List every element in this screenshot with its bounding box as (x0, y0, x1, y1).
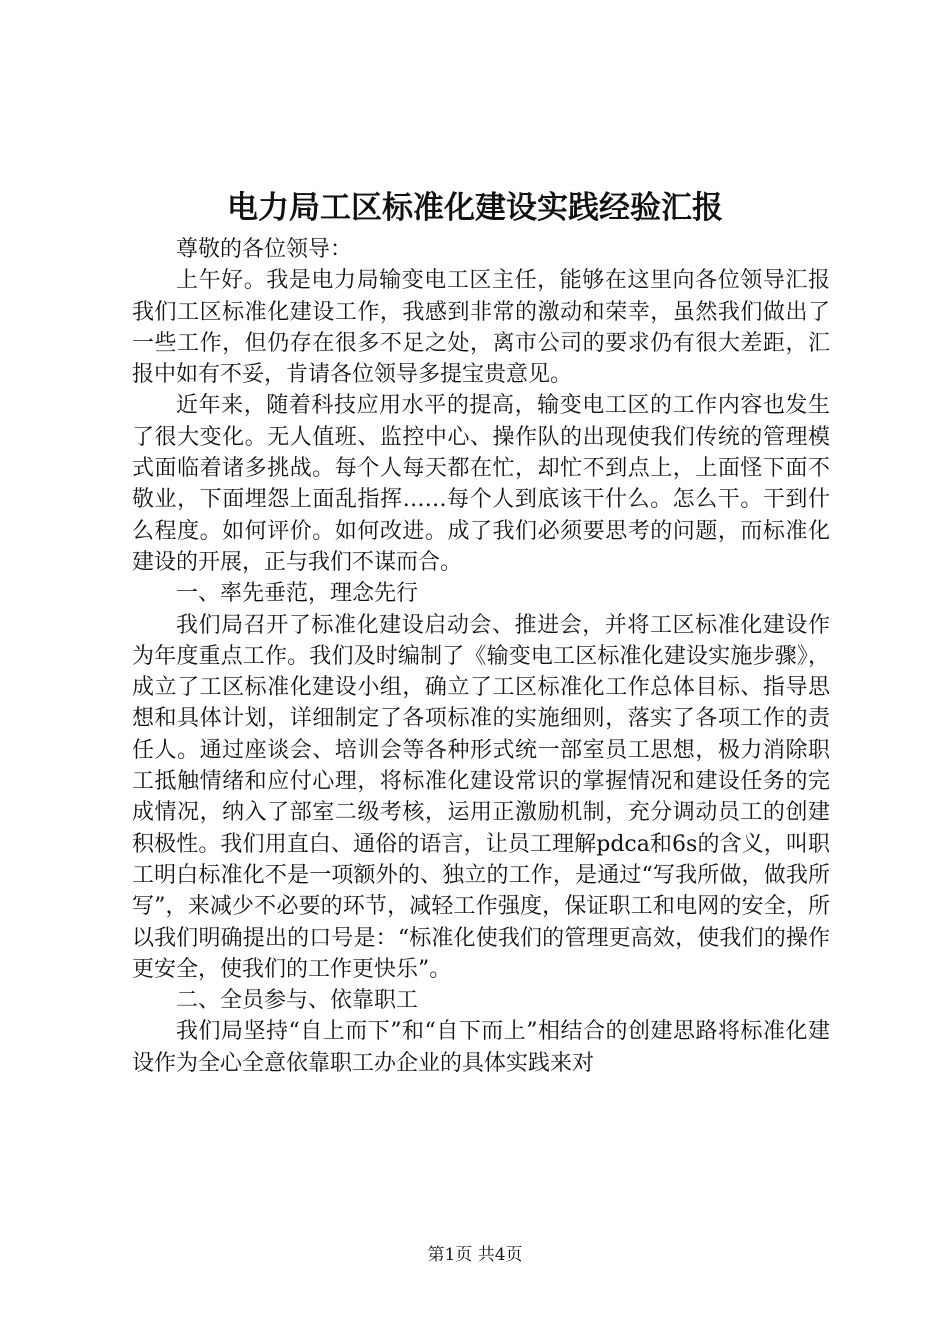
paragraph-section-1: 我们局召开了标准化建设启动会、推进会，并将工区标准化建设作为年度重点工作。我们及时编制了《输变电工区标准化建设实施步骤》，成立了工区标准化建设小组，确立了工区标准化工作总体目标、指导思想和具体计划，详细制定了各项标准的实施细则，落实了各项工作的责任人。通过座谈会、培训会等各种形式统一部室员工思想，极力消除职工抵触情绪和应付心理，将标准化建设常识的掌握情况和建设任务的完成情况，纳入了部室二级考核，运用正激励机制，充分调动员工的创建积极性。我们用直白、通俗的语言，让员工理解pdca和6s的含义，叫职工明白标准化不是一项额外的、独立的工作，是通过“写我所做，做我所写”，来减少不必要的环节，减轻工作强度，保证职工和电网的安全，所以我们明确提出的口号是：“标准化使我们的管理更高效，使我们的操作更安全，使我们的工作更快乐”。 (132, 612, 830, 982)
salutation: 尊敬的各位领导： (176, 237, 353, 262)
document-title: 电力局工区标准化建设实践经验汇报 (227, 190, 723, 226)
paragraph-background: 近年来，随着科技应用水平的提高，输变电工区的工作内容也发生了很大变化。无人值班、监控中心、操作队的出现使我们传统的管理模式面临着诸多挑战。每个人每天都在忙，却忙不到点上，上面怪下面不敬业，下面埋怨上面乱指挥……每个人到底该干什么。怎么干。干到什么程度。如何评价。如何改进。成了我们必须要思考的问题，而标准化建设的开展，正与我们不谋而合。 (132, 393, 830, 575)
section-heading-1: 一、率先垂范，理念先行 (176, 581, 419, 607)
paragraph-greeting: 上午好。我是电力局输变电工区主任，能够在这里向各位领导汇报我们工区标准化建设工作，我感到非常的激动和荣幸，虽然我们做出了一些工作，但仍存在很多不足之处，离市公司的要求仍有很大差距，汇报中如有不妥，肯请各位领导多提宝贵意见。 (132, 268, 830, 388)
paragraph-section-2: 我们局坚持“自上而下”和“自下而上”相结合的创建思路将标准化建设作为全心全意依靠职工办企业的具体实践来对 (132, 1019, 830, 1076)
document-body (132, 234, 830, 1079)
page-footer: 第1页 共4页 (427, 1245, 523, 1265)
section-heading-2: 二、全员参与、依靠职工 (176, 988, 419, 1014)
